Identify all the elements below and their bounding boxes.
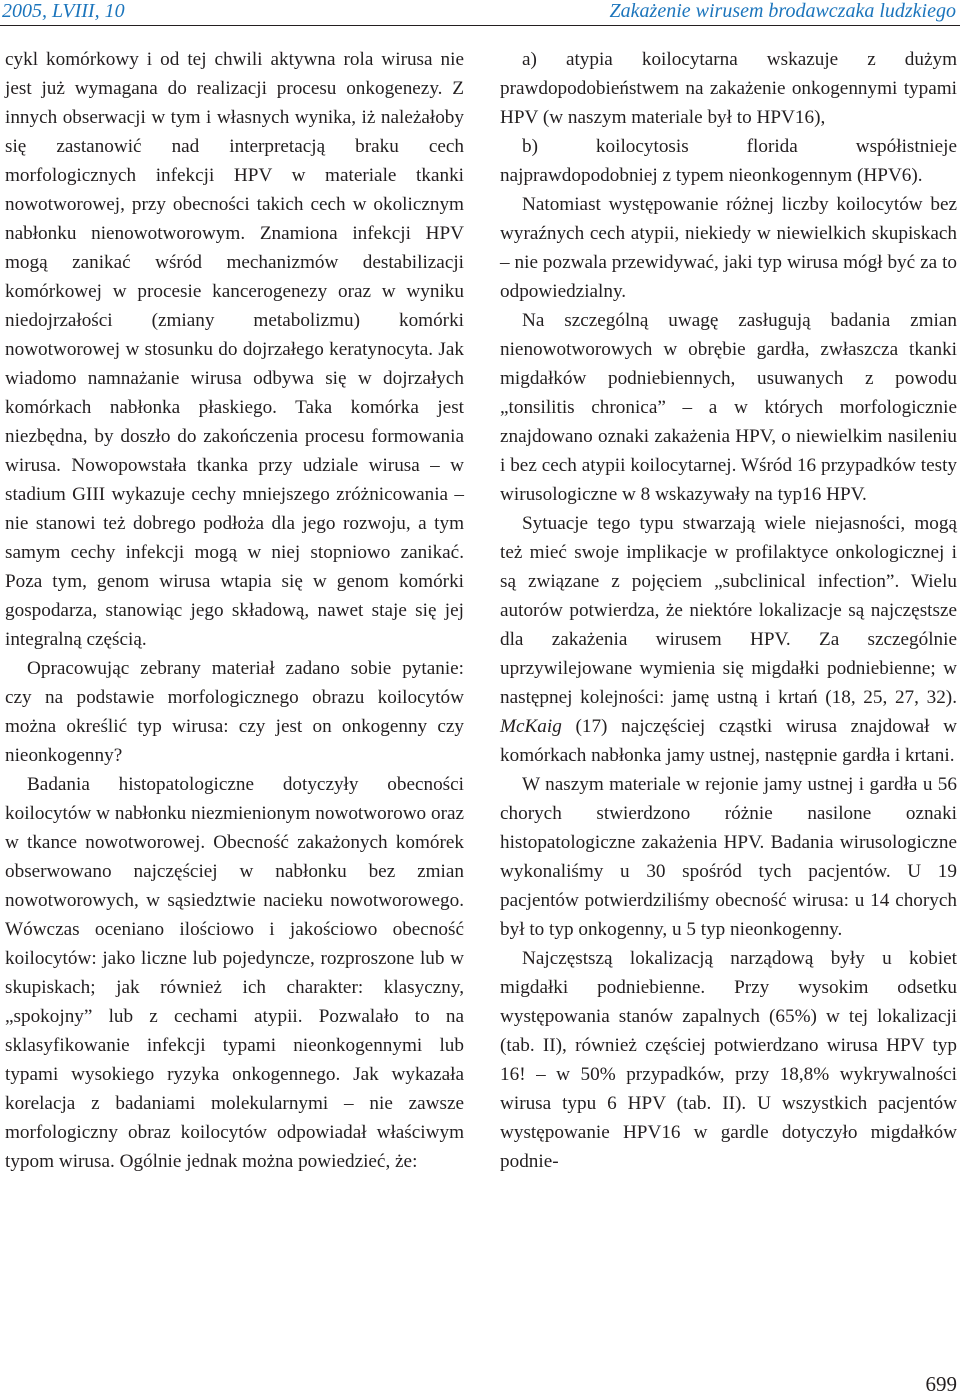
paragraph [500,509,957,770]
text-run: Sytuacje tego typu stwarzają wiele niejasności, mogą też mieć swoje implikacje w profilaktyce onkologicznej i są związane z pojęciem „subclinical infection”. Wielu autorów potwierdza, że niektóre lokalizacje są najczęstsze dla zakażenia wirusem HPV. Za szczególnie uprzywilejowane wymienia się migdałki podniebienne; w następnej kolejności: jamę ustną i krtań (18, 25, 27, 32). [500,513,957,708]
text-run: (17) najczęściej cząstki wirusa znajdował w komórkach nabłonka jamy ustnej, następnie gardła i krtani. [500,716,957,766]
page-number: 699 [925,1372,957,1396]
left-column [5,45,464,1176]
paragraph: Natomiast występowanie różnej liczby koilocytów bez wyraźnych cech atypii, niekiedy w niewielkich skupiskach – nie pozwala przewidywać, jaki typ wirusa mógł być za to odpowiedzialny. [500,194,957,302]
paragraph: cykl komórkowy i od tej chwili aktywna rola wirusa nie jest już wymagana do realizacji procesu onkogenezy. Z innych obserwacji w tym i własnych wynika, iż należałoby się zastanowić nad interpretacją braku cech morfologicznych infekcji HPV w materiale tkanki nowotworowej, przy obecności takich cech w okolicznym nabłonku nienowotworowym. Znamiona infekcji HPV mogą zanikać wśród mechanizmów destabilizacji komórkowej w procesie kancerogenezy oraz w wyniku niedojrzałości (zmiany metabolizmu) komórki nowotworowej w stosunku do dojrzałego keratynocyta. Jak wiadomo namnażanie wirusa odbywa się w dojrzałych komórkach nabłonka płaskiego. Taka komórka jest niezbędna, by doszło do zakończenia procesu formowania wirusa. Nowopowstała tkanka przy udziale wirusa – w stadium GIII wykazuje cechy mniejszego zróżnicowania – nie stanowi też dobrego podłoża dla jego rozwoju, a tym samym cechy infekcji mogą w niej stopniowo zanikać. Poza tym, genom wirusa wtapia się w genom komórki gospodarza, stanowiąc jego składową, nawet staje się jej integralną częścią. [5,49,464,650]
running-header [0,0,960,26]
paragraph: Badania histopatologiczne dotyczyły obecności koilocytów w nabłonku niezmienionym nowotworowo oraz w tkance nowotworowej. Obecność zakażonych komórek obserwowano najczęściej w nabłonku bez zmian nowotworowych, w sąsiedztwie nacieku nowotworowego. Wówczas oceniano ilościowo i jakościowo obecność koilocytów: jako liczne lub pojedyncze, rozproszone lub w skupiskach; jak również ich charakter: klasyczny, „spokojny” lub z cechami atypii. Pozwalało to na sklasyfikowanie infekcji typami nieonkogennymi lub typami wysokiego ryzyka onkogennego. Jak wykazała korelacja z badaniami molekularnymi – nie zawsze morfologiczny obraz koilocytów odpowiadał właściwym typom wirusa. Ogólnie jednak można powiedzieć, że: [5,774,464,1172]
list-item: b) koilocytosis florida współistnieje najprawdopodobniej z typem nieonkogennym (HPV6). [500,136,957,186]
journal-issue: 2005, LVIII, 10 [2,0,125,22]
right-column [500,45,957,1176]
list-item: a) atypia koilocytarna wskazuje z dużym prawdopodobieństwem na zakażenie onkogennymi typami HPV (w naszym materiale był to HPV16), [500,49,957,128]
paragraph: Najczęstszą lokalizacją narządową były u kobiet migdałki podniebienne. Przy wysokim odsetku występowania stanów zapalnych (65%) w tej lokalizacji (tab. II), również częściej potwierdzano wirusa HPV typ 16! – w 50% przypadków, przy 18,8% wykrywalności wirusa typu 6 HPV (tab. II). U wszystkich pacjentów występowanie HPV16 w gardle dotyczyło migdałków podnie- [500,948,957,1172]
paragraph: W naszym materiale w rejonie jamy ustnej i gardła u 56 chorych stwierdzono różnie nasilone oznaki histopatologiczne zakażenia HPV. Badania wirusologiczne wykonaliśmy u 30 spośród tych pacjentów. U 19 pacjentów potwierdziliśmy obecność wirusa: u 14 chorych był to typ onkogenny, u 5 typ nieonkogenny. [500,774,957,940]
paragraph: Opracowując zebrany materiał zadano sobie pytanie: czy na podstawie morfologicznego obrazu koilocytów można określić typ wirusa: czy jest on onkogenny czy nieonkogenny? [5,658,464,766]
paragraph: Na szczególną uwagę zasługują badania zmian nienowotworowych w obrębie gardła, zwłaszcza tkanki migdałków podniebiennych, usuwanych z powodu „tonsilitis chronica” – a w których morfologicznie znajdowano oznaki zakażenia HPV, o niewielkim nasileniu i bez cech atypii koilocytarnej. Wśród 16 przypadków testy wirusologiczne w 8 wskazywały na typ16 HPV. [500,310,957,505]
article-running-title: Zakażenie wirusem brodawczaka ludzkiego [609,0,956,22]
author-name: McKaig [500,716,562,737]
